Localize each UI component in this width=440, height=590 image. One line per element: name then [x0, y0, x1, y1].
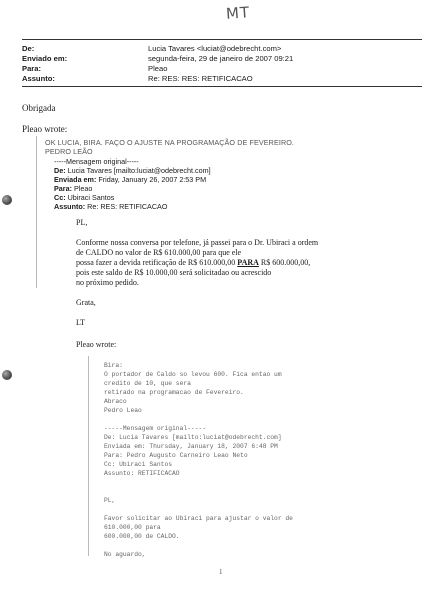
subject-value: Re: RES: RES: RETIFICACAO	[148, 74, 253, 83]
paragraph-line-4: pois este saldo de R$ 10.000,00 será solicitadao ou acrescido	[76, 268, 272, 277]
orig-to-value: Pleao	[73, 184, 93, 193]
quote-bar-2	[88, 356, 89, 556]
handwritten-mark: MT	[225, 3, 251, 23]
header-top-rule	[22, 39, 422, 40]
sent-label: Enviado em:	[22, 54, 68, 63]
to-value: Pleao	[148, 64, 168, 73]
quoted-line: Bira:	[104, 362, 123, 369]
thanks-line: Obrigada	[22, 103, 56, 113]
quote-bar-1	[36, 136, 37, 288]
orig-sent-label: Enviada em:	[54, 175, 97, 184]
quoted-line: No aguardo,	[104, 551, 146, 558]
quoted-line: Pedro Leao	[104, 407, 142, 414]
paragraph-line-3	[76, 258, 310, 267]
quoted-line	[104, 487, 293, 496]
quoted-line	[104, 541, 293, 550]
paragraph-line-3a: possa fazer a devida retificação de R$ 610.000,00	[76, 258, 238, 267]
orig-cc-value: Ubiraci Santos	[67, 193, 115, 202]
orig-subject-value: Re: RES: RETIFICACAO	[87, 202, 168, 211]
quoted-line	[104, 505, 293, 514]
quoted-line: Para: Pedro Augusto Carneiro Leao Neto	[104, 452, 248, 459]
quoted-line: 610.000,00 para	[104, 524, 161, 531]
page-number: 1	[219, 568, 223, 576]
orig-to-line	[54, 184, 92, 193]
quoted-line: Abraco	[104, 398, 127, 405]
quoted-line: 600.000,00 de CALDO.	[104, 533, 180, 540]
orig-from-value: Lucia Tavares [mailto:luciat@odebrecht.com]	[67, 166, 211, 175]
reply-line-1: OK LUCIA, BIRA. FAÇO O AJUSTE NA PROGRAMAÇÃO DE FEVEREIRO.	[45, 138, 295, 147]
para-emphasis: PARA	[237, 258, 259, 267]
paragraph-line-3c: R$ 600.000,00,	[258, 258, 311, 267]
orig-to-label: Para:	[54, 184, 72, 193]
orig-subject-label: Assunto:	[54, 202, 86, 211]
orig-sent-line	[54, 175, 206, 184]
quoted-line: Cc: Ubiraci Santos	[104, 461, 173, 468]
quoted-line: PL,	[104, 497, 116, 504]
signature-lt: LT	[76, 318, 86, 327]
quoted-line: -----Mensagem original-----	[104, 425, 207, 432]
salutation-pl: PL,	[76, 218, 88, 227]
quoted-line: Enviada em: Thursday, January 18, 2007 6:48 PM	[104, 443, 278, 450]
paragraph-line-1: Conforme nossa conversa por telefone, já passei para o Dr. Ubiraci a ordem	[76, 238, 319, 247]
pleao-wrote-1: Pleao wrote:	[22, 124, 68, 134]
sent-value: segunda-feira, 29 de janeiro de 2007 09:21	[148, 54, 294, 63]
pleao-wrote-2: Pleao wrote:	[76, 340, 117, 349]
orig-from-label: De:	[54, 166, 66, 175]
quoted-line: O portador de Caldo so levou 600. Fica entao um	[104, 371, 282, 378]
to-label: Para:	[22, 64, 41, 73]
subject-label: Assunto:	[22, 74, 55, 83]
orig-cc-line	[54, 193, 114, 202]
quoted-line: De: Lucia Tavares [mailto:luciat@odebrecht.com]	[104, 434, 282, 441]
header-bottom-rule	[22, 86, 422, 87]
original-separator: -----Mensagem original-----	[54, 157, 139, 166]
quoted-line	[104, 478, 293, 487]
from-value: Lucia Tavares <luciat@odebrecht.com>	[148, 44, 282, 53]
quoted-monospace-block	[104, 361, 293, 559]
quoted-line: credito de 10, que sera	[104, 380, 191, 387]
orig-from-line	[54, 166, 211, 175]
orig-subject-line	[54, 202, 167, 211]
quoted-line: Favor solicitar ao Ubiraci para ajustar o valor de	[104, 515, 293, 522]
quoted-line: Assunto: RETIFICACAO	[104, 470, 180, 477]
paragraph-line-2: de CALDO no valor de R$ 610.000,00 para que ele	[76, 248, 242, 257]
punch-hole-top	[2, 195, 12, 205]
paragraph-line-5: no próximo pedido.	[76, 278, 139, 287]
quoted-line	[104, 415, 293, 424]
from-label: De:	[22, 44, 35, 53]
reply-line-2: PEDRO LEÃO	[45, 147, 93, 156]
quoted-line: retirado na programacao de Fevereiro.	[104, 389, 244, 396]
orig-sent-value: Friday, January 26, 2007 2:53 PM	[98, 175, 207, 184]
orig-cc-label: Cc:	[54, 193, 66, 202]
closing-grata: Grata,	[76, 298, 96, 307]
punch-hole-bottom	[2, 370, 12, 380]
